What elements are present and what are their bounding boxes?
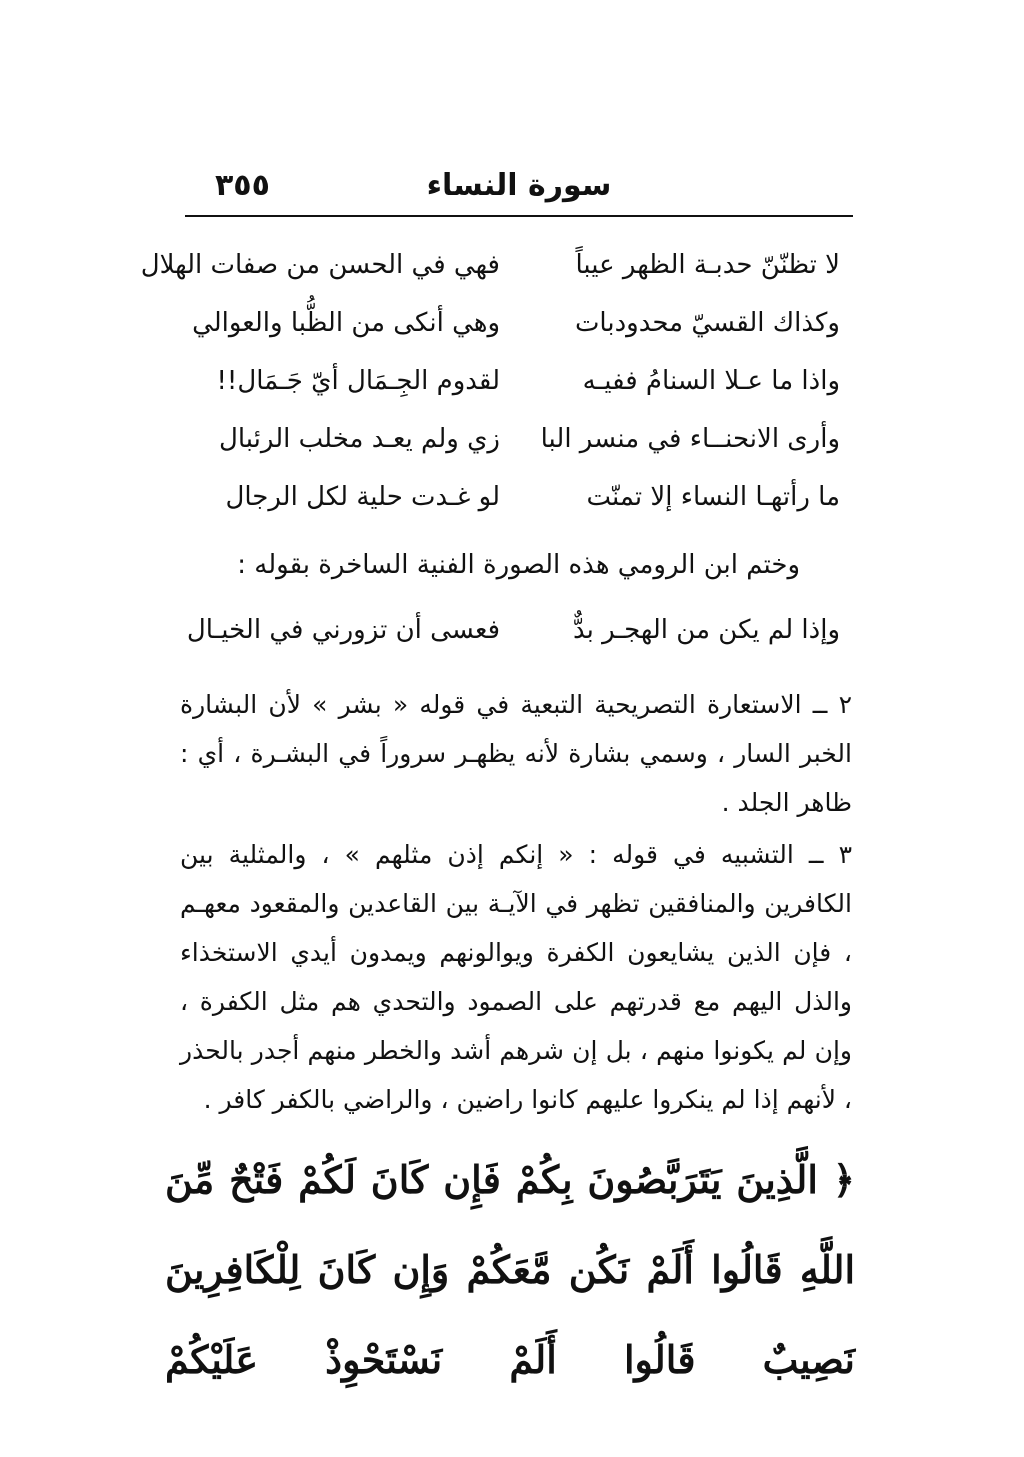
- poem-verse: [200, 356, 840, 414]
- poem-verse: [192, 298, 840, 356]
- verse-first-hemistich: وإذا لم يكن من الهجـر بدٌّ: [573, 615, 840, 645]
- intro-line: وختم ابن الرومي هذه الصورة الفنية الساخرة بقوله :: [237, 550, 800, 580]
- surah-title: سورة النساء: [426, 168, 612, 203]
- verse-second-hemistich: زي ولم يعـد مخلب الرئبال: [218, 424, 500, 454]
- quran-verse: ﴿ الَّذِينَ يَتَرَبَّصُونَ بِكُمْ فَإِن كَانَ لَكُمْ فَتْحٌ مِّنَ اللَّهِ قَالُوا أَلَمْ نَكُن مَّعَكُمْ وَإِن كَانَ لِلْكَافِرِينَ نَصِيبٌ قَالُوا أَلَمْ نَسْتَحْوِذْ عَلَيْكُمْ: [165, 1157, 855, 1382]
- paragraph-metaphor: ٢ ــ الاستعارة التصريحية التبعية في قوله « بشر » لأن البشارة الخبر السار ، وسمي بشارة لأنه يظهـر سروراً في البشـرة ، أي : ظاهر الجلد .: [180, 690, 852, 817]
- verse-first-hemistich: وكذاك القسيّ محدودبات: [574, 308, 840, 338]
- verse-second-hemistich: فعسى أن تزورني في الخيـال: [186, 615, 500, 645]
- poem-verse: [140, 240, 840, 298]
- page-header: [185, 160, 853, 220]
- poem: [140, 240, 840, 530]
- verse-second-hemistich: لو غـدت حلية لكل الرجال: [225, 482, 500, 512]
- header-divider: [185, 215, 853, 217]
- paragraph-simile: ٣ ــ التشبيه في قوله : « إنكم إذن مثلهم » ، والمثلية بين الكافرين والمنافقين تظهر في الآيـة بين القاعدين والمقعود معهـم ، فإن الذين يشايعون الكفرة ويوالونهم ويمدون أيدي الاستخذاء والذل اليهم مع قدرتهم على الصمود والتحدي هم مثل الكفرة ، وإن لم يكونوا منهم ، بل إن شرهم أشد والخطر منهم أجدر بالحذر ، لأنهم إذا لم ينكروا عليهم كانوا راضين ، والراضي بالكفر كافر .: [180, 840, 852, 1114]
- closing-verse: [186, 605, 840, 661]
- verse-first-hemistich: لا تظنّنّ حدبـة الظهر عيباً: [575, 250, 840, 280]
- poem-verse: [200, 414, 840, 472]
- verse-first-hemistich: ما رأتهـا النساء إلا تمنّت: [586, 482, 840, 512]
- page-number: ٣٥٥: [215, 168, 270, 203]
- verse-second-hemistich: فهي في الحسن من صفات الهلال: [140, 250, 500, 280]
- verse-first-hemistich: واذا ما عـلا السنامُ ففيـه: [582, 366, 840, 396]
- verse-first-hemistich: وأرى الانحنــاء في منسر البا: [540, 424, 840, 454]
- poem-verse: [200, 472, 840, 530]
- verse-second-hemistich: وهي أنكى من الظُّبا والعوالي: [192, 308, 500, 338]
- verse-second-hemistich: لقدوم الجِـمَال أيّ جَـمَال!!: [216, 366, 500, 396]
